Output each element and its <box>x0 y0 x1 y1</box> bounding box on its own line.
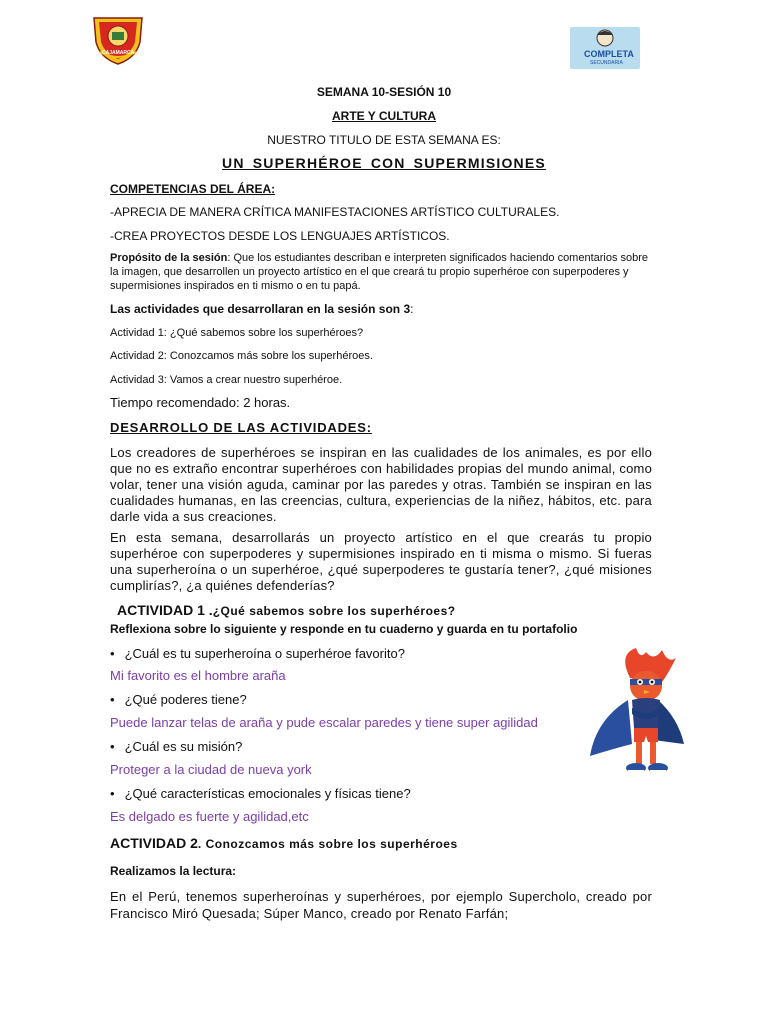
actividad-item-1: Actividad 1: ¿Qué sabemos sobre los superhéroes? <box>110 327 364 339</box>
proposito-paragraph <box>110 251 650 293</box>
lectura-heading: Realizamos la lectura: <box>110 864 237 878</box>
answer-3: Proteger a la ciudad de nueva york <box>110 762 312 777</box>
week-title: SEMANA 10-SESIÓN 10 <box>316 85 452 99</box>
answer-1: Mi favorito es el hombre araña <box>110 668 286 683</box>
area-title: ARTE Y CULTURA <box>331 109 436 123</box>
competencia-item-2: -CREA PROYECTOS DESDE LOS LENGUAJES ARTÍSTICOS. <box>110 229 450 243</box>
actividad-item-3: Actividad 3: Vamos a crear nuestro superhéroe. <box>110 374 343 386</box>
actividad2-paragraph: En el Perú, tenemos superheroínas y superhéroes, por ejemplo Supercholo, creado por Francisco Miró Quesada; Súper Manco, creado por Renato Farfán; <box>110 889 652 921</box>
question-1: • ¿Cuál es tu superheroína o superhéroe favorito? <box>110 646 405 661</box>
competencia-item-1: -APRECIA DE MANERA CRÍTICA MANIFESTACIONES ARTÍSTICO CULTURALES. <box>110 205 560 219</box>
logo-right-sub: SECUNDARIA <box>590 60 623 66</box>
actividad2-heading <box>110 835 458 853</box>
question-4: • ¿Qué características emocionales y físicas tiene? <box>110 786 411 801</box>
proposito-text: : Que los estudiantes describan e interpreten significados haciendo comentarios sobre la imagen, que desarrollen un proyecto artístico en el que creará tu propio superhéroe con superpoderes y supermisiones inspirados en ti mismo o en tu papá. <box>110 252 649 292</box>
actividad1-instruction: Reflexiona sobre lo siguiente y responde en tu cuaderno y guarda en tu portafolio <box>110 622 578 636</box>
intro-text: NUESTRO TITULO DE ESTA SEMANA ES: <box>267 133 501 147</box>
question-2: • ¿Qué poderes tiene? <box>110 692 247 707</box>
question-3: • ¿Cuál es su misión? <box>110 739 242 754</box>
actividades-heading-line <box>110 302 413 316</box>
competencias-heading: COMPETENCIAS DEL ÁREA: <box>110 182 276 196</box>
main-title: UN SUPERHÉROE CON SUPERMISIONES <box>222 155 546 171</box>
actividades-heading: Las actividades que desarrollaran en la sesión son 3 <box>110 302 411 316</box>
desarrollo-paragraph-1: Los creadores de superhéroes se inspiran en las cualidades de los animales, es por ello que no es extraño encontrar superhéroes con habilidades propias del mundo animal, como volar, tener una visión aguda, caminar por las paredes y otras. También se inspiran en las cualidades humanas, en las creencias, cultura, experiencias de la niñez, hábitos, etc. para darle vida a sus creaciones. <box>110 445 652 524</box>
logo-right-text: COMPLETA <box>584 49 634 59</box>
desarrollo-paragraph-2: En esta semana, desarrollarás un proyecto artístico en el que crearás tu propio superhéroe con superpoderes y supermisiones inspirado en ti misma o mismo. Si fueras una superheroína o un superhéroe, ¿qué superpoderes te gustaría tener?, ¿qué misiones cumplirías?, ¿a quiénes defenderías? <box>110 530 652 593</box>
actividad2-title: . Conozcamos más sobre los superhéroes <box>197 837 458 851</box>
desarrollo-heading: DESARROLLO DE LAS ACTIVIDADES: <box>110 420 372 435</box>
actividad1-title: ¿Qué sabemos sobre los superhéroes? <box>212 604 456 618</box>
person-icon <box>594 29 616 49</box>
actividad2-label: ACTIVIDAD 2 <box>110 835 198 851</box>
superhero-illustration <box>588 648 710 780</box>
actividades-heading-suffix: : <box>410 302 414 316</box>
tiempo-recomendado: Tiempo recomendado: 2 horas. <box>110 395 291 410</box>
logo-left-text: CAJAMARCA <box>102 50 135 56</box>
school-shield-logo <box>90 12 146 66</box>
answer-2: Puede lanzar telas de araña y pude escalar paredes y tiene super agilidad <box>110 715 538 730</box>
actividad1-label: ACTIVIDAD 1 . <box>117 602 213 618</box>
completa-logo <box>570 27 640 69</box>
actividad-item-2: Actividad 2: Conozcamos más sobre los superhéroes. <box>110 350 373 362</box>
proposito-label: Propósito de la sesión <box>110 252 228 264</box>
actividad1-heading <box>117 602 456 620</box>
answer-4: Es delgado es fuerte y agilidad,etc <box>110 809 309 824</box>
